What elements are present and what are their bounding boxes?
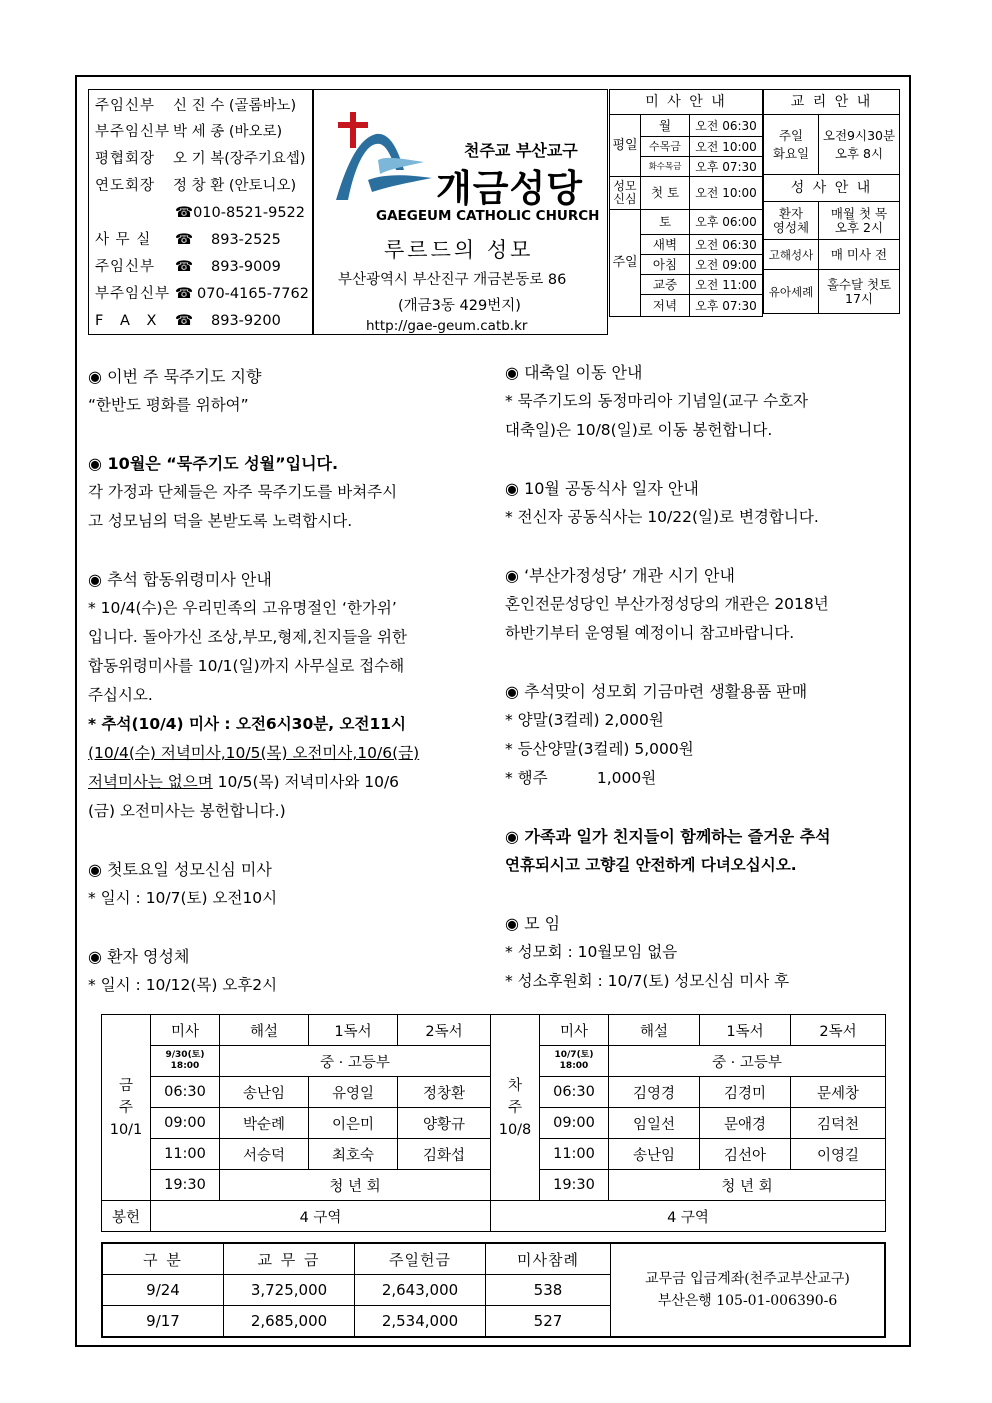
notice: ◉ ‘부산가정성당’ 개관 시기 안내 혼인전문성당인 부산가정성당의 개관은 2018년 하반기부터 운영될 예정이니 참고바랍니다. — [505, 561, 905, 648]
contact-row: F A X ☎ 893-9200 — [95, 310, 281, 332]
catechism-title: 교 리 안 내 — [764, 90, 900, 115]
notice: ◉ 모 임 * 성모회 : 10월모임 없음 * 성소후원회 : 10/7(토) 성모신심 미사 후 — [505, 909, 905, 996]
notice-title: ◉ 10월 공동식사 일자 안내 — [505, 479, 699, 498]
phone-icon: ☎ — [175, 259, 194, 275]
bullet-icon: ◉ — [505, 827, 519, 846]
church-english-name: GAEGEUM CATHOLIC CHURCH — [376, 208, 600, 224]
address-detail: (개금3동 429번지) — [398, 298, 521, 314]
account-info: 교무금 입금계좌(천주교부산교구) 부산은행 105-01-006390-6 — [611, 1243, 886, 1337]
contact-row: 사 무 실 ☎ 893-2525 — [95, 229, 281, 251]
bullet-icon: ◉ — [505, 682, 519, 701]
notice: ◉ 첫토요일 성모신심 미사 * 일시 : 10/7(토) 오전10시 — [88, 855, 488, 913]
phone-icon: ☎ — [175, 232, 194, 248]
notice-title: ◉ ‘부산가정성당’ 개관 시기 안내 — [505, 566, 735, 585]
bullet-icon: ◉ — [88, 454, 102, 473]
notice-title: ◉ 추석맞이 성모회 기금마련 생활용품 판매 — [505, 682, 808, 701]
phone-icon: ☎ — [175, 313, 194, 329]
notice-title: ◉ 대축일 이동 안내 — [505, 363, 643, 382]
left-notices — [88, 362, 488, 1000]
bullet-icon: ◉ — [505, 566, 519, 585]
staff-row: 주임신부 신 진 수 (골롬바노) — [95, 98, 297, 114]
notice: ◉ 추석맞이 성모회 기금마련 생활용품 판매 * 양말(3컬레) 2,000원 * 등산양말(3컬레) 5,000원 * 행주 1,000원 — [505, 677, 905, 793]
website-link[interactable]: http://gae-geum.catb.kr — [366, 318, 528, 334]
right-notices — [505, 358, 905, 996]
staff-row: 평협회장 오 기 복(장주기요셉) — [95, 151, 306, 167]
bullet-icon: ◉ — [88, 570, 102, 589]
diocese-name: 천주교 부산교구 — [464, 141, 578, 160]
catechism-sacrament-table: 교 리 안 내 주일 화요일 오전9시30분 오후 8시 성 사 안 내 환자 영성체 매월 첫 목 오후 2시 고해성사 매 미사 전 유아세례 홀수달 첫토 17시 — [763, 89, 900, 314]
notice: ◉ 환자 영성체 * 일시 : 10/12(목) 오후2시 — [88, 942, 488, 1000]
staff-mobile: ☎010-8521-9522 — [175, 205, 306, 221]
bullet-icon: ◉ — [88, 947, 102, 966]
bullet-icon: ◉ — [505, 914, 519, 933]
church-name: 개금성당 — [436, 167, 583, 210]
bullet-icon: ◉ — [88, 367, 102, 386]
notice-title: ◉ 이번 주 묵주기도 지향 — [88, 367, 262, 386]
notice: ◉ 이번 주 묵주기도 지향 “한반도 평화를 위하여” — [88, 362, 488, 420]
contact-row: 부주임신부 ☎ 070-4165-7762 — [95, 283, 309, 305]
bullet-icon: ◉ — [88, 860, 102, 879]
staff-box — [88, 89, 313, 335]
notice: ◉ 추석 합동위령미사 안내 * 10/4(수)은 우리민족의 고유명절인 ‘한가위’ 입니다. 돌아가신 조상,부모,형제,친지들을 위한 합동위령미사를 10/1(일)까지 사무실로 접수해 주십시오. * 추석(10/4) 미사 : 오전6시30분, 오전11시 (10/4(수) 저녁미사,10/5(목) 오전미사,10/6(금) 저녁미사는 없으며 10/5(목) 저녁미사와 10/6 (금) 오전미사는 봉헌합니다.) — [88, 565, 488, 826]
contact-row: 주임신부 ☎ 893-9009 — [95, 256, 281, 278]
notice-title: ◉ 10월은 “묵주기도 성월”입니다. — [88, 454, 339, 473]
notice-title: ◉ 환자 영성체 — [88, 947, 190, 966]
notice-title: ◉ 추석 합동위령미사 안내 — [88, 570, 272, 589]
bullet-icon: ◉ — [505, 479, 519, 498]
church-logo-icon — [328, 100, 438, 210]
finance-table: 구 분 교 무 금 주일헌금 미사참례 교무금 입금계좌(천주교부산교구) 부산은행 105-01-006390-6 9/24 3,725,000 2,643,000 538 9/17 2,685,000 2,534,000 527 — [101, 1242, 886, 1338]
mass-title: 미 사 안 내 — [610, 90, 763, 115]
notice-title: ◉ 모 임 — [505, 914, 561, 933]
phone-icon: ☎ — [175, 286, 194, 302]
staff-row: 연도회장 정 창 환 (안토니오) — [95, 178, 297, 194]
staff-row: 부주임신부 박 세 종 (바오로) — [95, 124, 283, 140]
bullet-icon: ◉ — [505, 363, 519, 382]
address-line: 부산광역시 부산진구 개금본동로 86 — [338, 272, 567, 288]
mass-schedule-table: 미 사 안 내 평일 월 오전 06:30 수목금 오전 10:00 화수목금 오후 07:30 성모신심 첫 토 오전 10:00 주일 토 오후 06:00 새벽 오전 06:30 아침 오전 09:00 교중 오전 11:00 저녁 오후 07:30 — [609, 89, 763, 317]
patron-name: 루르드의 성모 — [384, 238, 534, 262]
notice: ◉ 10월 공동식사 일자 안내 * 전신자 공동식사는 10/22(일)로 변경합니다. — [505, 474, 905, 532]
sacrament-title: 성 사 안 내 — [764, 175, 900, 202]
phone-icon: ☎ — [175, 205, 194, 221]
notice-title: ◉ 첫토요일 성모신심 미사 — [88, 860, 272, 879]
church-logo-box — [313, 89, 608, 335]
notice: ◉ 10월은 “묵주기도 성월”입니다. 각 가정과 단체들은 자주 묵주기도를 바쳐주시 고 성모님의 덕을 본받도록 노력합시다. — [88, 449, 488, 536]
notice: ◉ 대축일 이동 안내 * 묵주기도의 동정마리아 기념일(교구 수호자 대축일)은 10/8(일)로 이동 봉헌합니다. — [505, 358, 905, 445]
notice: ◉ 가족과 일가 친지들이 함께하는 즐거운 추석 연휴되시고 고향길 안전하게 다녀오십시오. — [505, 822, 905, 880]
duty-roster-table: 금 주 10/1 미사 해설 1독서 2독서 차 주 10/8 미사 해설 1독서 2독서 9/30(토) 18:00 중 · 고등부 10/7(토) 18:00 중 · 고등부 06:30 송난임 유영일 정창환 06:30 김영경 김경미 문세창 09:00 박순례 이은미 양황규 09:00 임일선 문애경 김덕천 11:00 서승덕 최호숙 김화섭 11:00 송난임 김선아 이영길 19:30 청 년 회 19:30 청 년 회 봉헌 4 구역 4 구역 — [101, 1014, 886, 1232]
notice-title: ◉ 가족과 일가 친지들이 함께하는 즐거운 추석 — [505, 827, 831, 846]
